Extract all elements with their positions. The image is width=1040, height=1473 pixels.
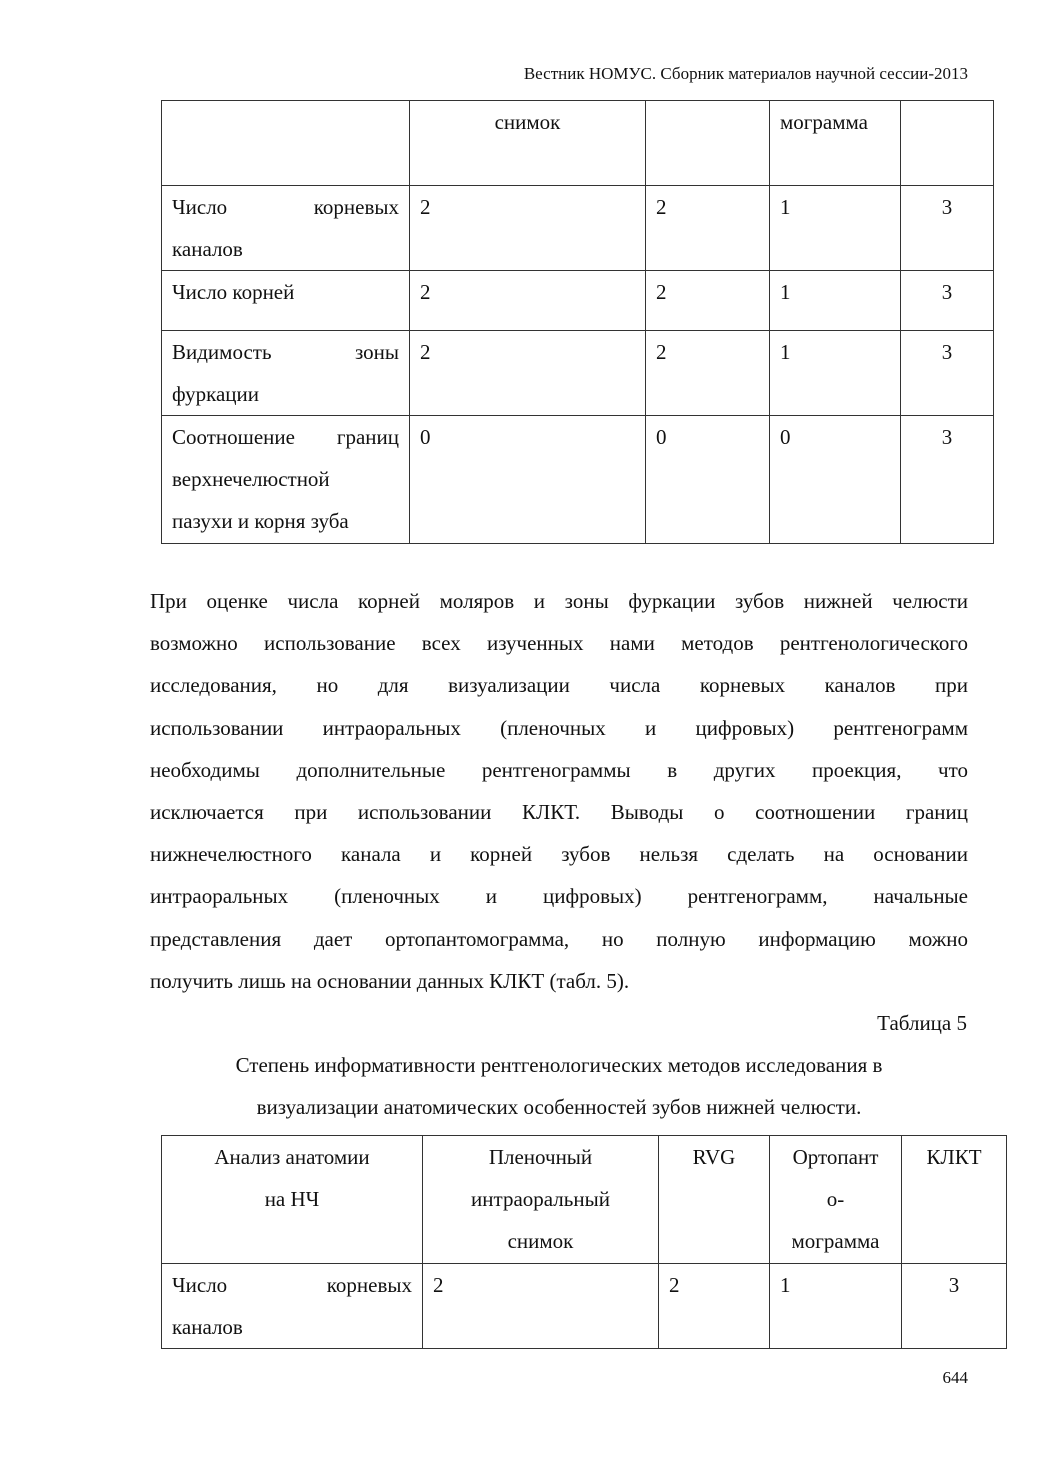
table-label: Таблица 5 bbox=[877, 1011, 967, 1035]
table-header-row bbox=[162, 1136, 1007, 1264]
header-cell bbox=[162, 101, 410, 186]
row-label: Число корневых каналов bbox=[162, 1264, 423, 1349]
cell-rvg: 0 bbox=[646, 416, 770, 544]
cell-film: 2 bbox=[423, 1264, 659, 1349]
cell-opg: 0 bbox=[770, 416, 901, 544]
header-cell-film: снимок bbox=[410, 101, 646, 186]
cell-film: 0 bbox=[410, 416, 646, 544]
cell-rvg: 2 bbox=[646, 186, 770, 271]
table-row bbox=[162, 416, 994, 544]
table-caption: Степень информативности рентгенологических методов исследования в визуализации анатомических особенностей зубов нижней челюсти. bbox=[235, 1053, 883, 1119]
row-label: Видимость зоны фуркации bbox=[162, 331, 410, 416]
header-cell-film: Пленочный интраоральный снимок bbox=[423, 1136, 659, 1264]
header-cell-rvg bbox=[646, 101, 770, 186]
running-header: Вестник НОМУС. Сборник материалов научной сессии-2013 bbox=[523, 64, 968, 83]
cell-cbct: 3 bbox=[902, 1264, 1007, 1349]
table-row bbox=[162, 186, 994, 271]
header-cell-opg: мограмма bbox=[770, 101, 901, 186]
cell-rvg: 2 bbox=[646, 331, 770, 416]
cell-cbct: 3 bbox=[901, 186, 994, 271]
header-cell-anatomy: Анализ анатомии на НЧ bbox=[162, 1136, 423, 1264]
cell-cbct: 3 bbox=[901, 416, 994, 544]
cell-film: 2 bbox=[410, 331, 646, 416]
page-number: 644 bbox=[942, 1368, 968, 1387]
header-cell-opg: Ортопант о- мограмма bbox=[770, 1136, 902, 1264]
cell-opg: 1 bbox=[770, 1264, 902, 1349]
header-cell-rvg: RVG bbox=[659, 1136, 770, 1264]
table-4-continued bbox=[161, 100, 994, 544]
row-label: Соотношение границ верхнечелюстной пазухи и корня зуба bbox=[162, 416, 410, 544]
cell-rvg: 2 bbox=[646, 271, 770, 331]
table-row bbox=[162, 1264, 1007, 1349]
cell-film: 2 bbox=[410, 271, 646, 331]
row-label: Число корней bbox=[162, 271, 410, 331]
table-header-fragment-row bbox=[162, 101, 994, 186]
table-row bbox=[162, 271, 994, 331]
table-row bbox=[162, 331, 994, 416]
body-paragraph: При оценке числа корней моляров и зоны фуркации зубов нижней челюсти возможно использование всех изученных нами методов рентгенологического исследования, но для визуализации числа корневых каналов при использовании интраоральных (пленочных и цифровых) рентгенограмм необходимы дополнительные рентгенограммы в других проекция, что исключается при использовании КЛКТ. Выводы о соотношении границ нижнечелюстного канала и корней зубов нельзя сделать на основании интраоральных (пленочных и цифровых) рентгенограмм, начальные представления дает ортопантомограмма, но полную информацию можно получить лишь на основании данных КЛКТ (табл. 5). bbox=[150, 589, 968, 993]
cell-opg: 1 bbox=[770, 331, 901, 416]
cell-cbct: 3 bbox=[901, 331, 994, 416]
cell-opg: 1 bbox=[770, 186, 901, 271]
header-cell-cbct bbox=[901, 101, 994, 186]
cell-rvg: 2 bbox=[659, 1264, 770, 1349]
cell-opg: 1 bbox=[770, 271, 901, 331]
header-cell-cbct: КЛКТ bbox=[902, 1136, 1007, 1264]
row-label: Число корневых каналов bbox=[162, 186, 410, 271]
cell-film: 2 bbox=[410, 186, 646, 271]
table-5 bbox=[161, 1135, 1007, 1349]
cell-cbct: 3 bbox=[901, 271, 994, 331]
